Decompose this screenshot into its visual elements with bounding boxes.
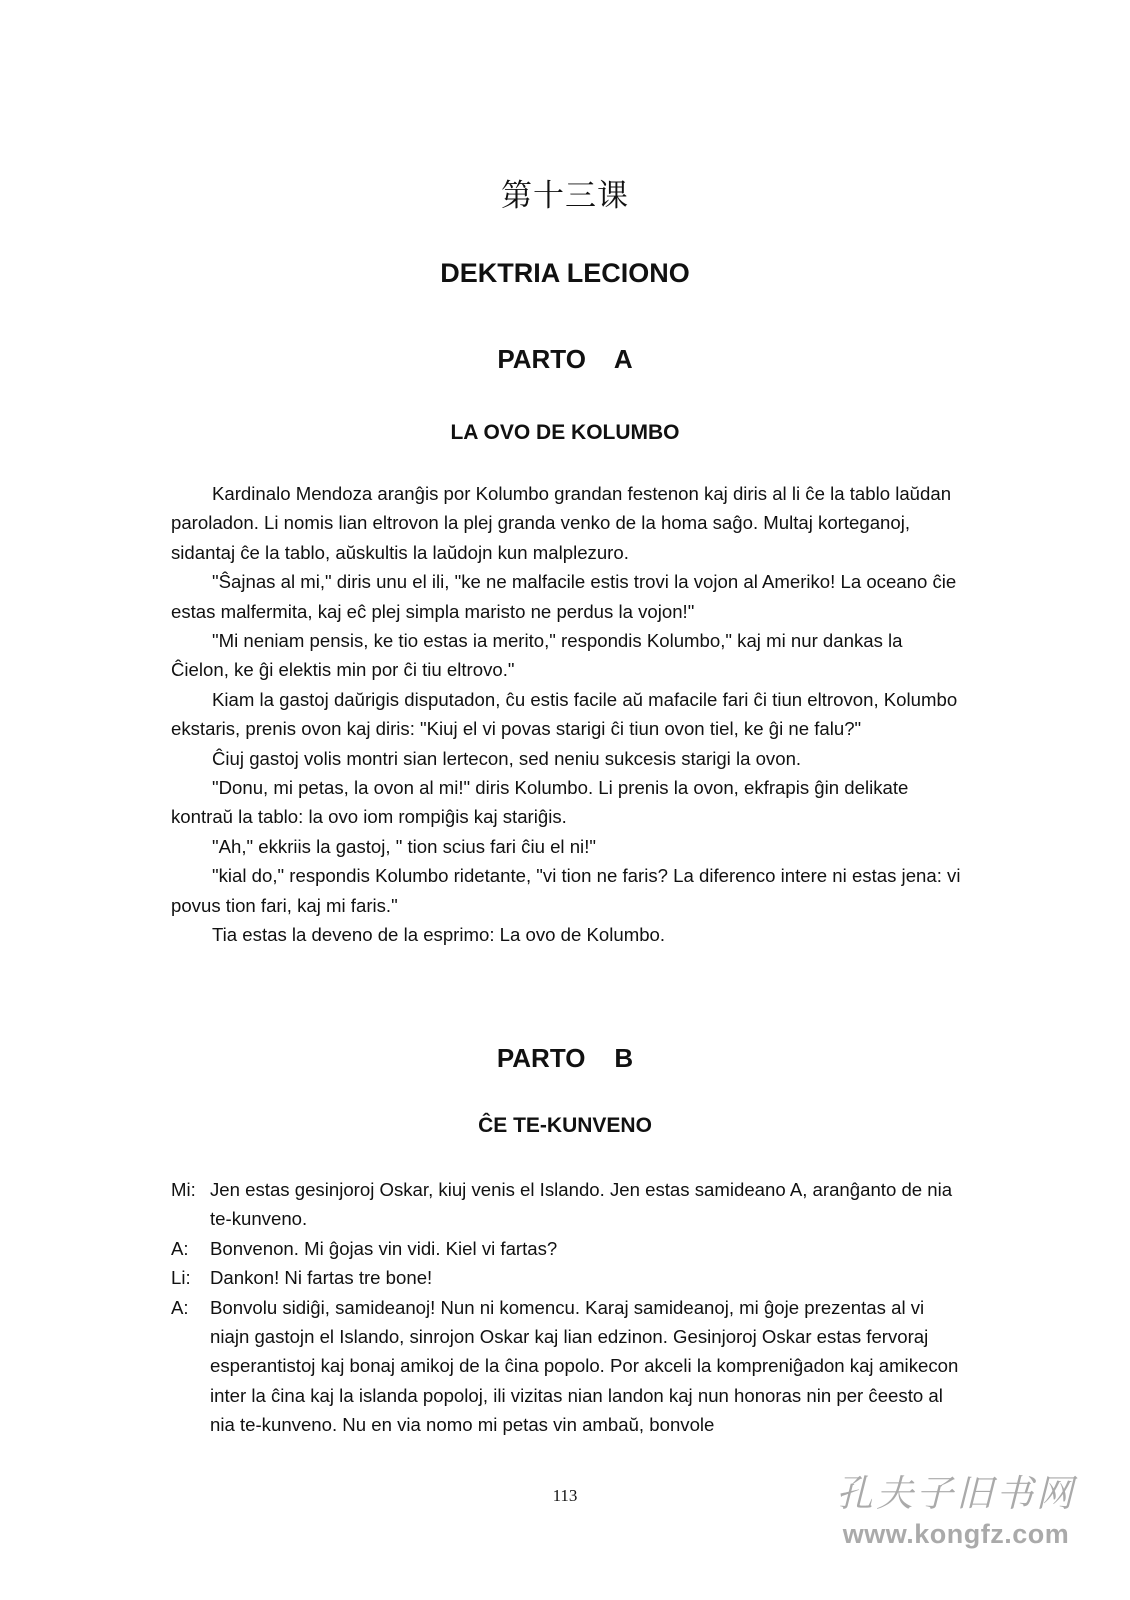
paragraph: "kial do," respondis Kolumbo ridetante, "vi tion ne faris? La diferenco intere ni estas jena: vi povus tion fari, kaj mi faris." xyxy=(171,865,961,916)
utterance: Bonvolu sidiĝi, samideanoj! Nun ni komencu. Karaj samideanoj, mi ĝoje prezentas al vi niajn gastojn el Islando, sinrojon Oskar kaj lian edzinon. Gesinjoroj Oskar estas fervoraj esperantistoj kaj bonaj amikoj de la ĉina popolo. Por akceli la kompreniĝadon kaj amikecon inter la ĉina kaj la islanda popoloj, ili vizitas nian landon kaj nun honoras nin per ĉeesto al nia te-kunveno. Nu en via nomo mi petas vin ambaŭ, bonvole xyxy=(210,1296,959,1436)
watermark-name: 孔夫子旧书网 xyxy=(836,1472,1076,1515)
lesson-title: DEKTRIA LECIONO xyxy=(440,258,690,288)
utterance: Jen estas gesinjoroj Oskar, kiuj venis el Islando. Jen estas samideano A, aranĝanto de nia te-kunveno. xyxy=(210,1179,953,1230)
page-number: 113 xyxy=(552,1486,578,1505)
story-text xyxy=(171,479,961,950)
speaker: A: xyxy=(171,1237,189,1259)
story-title: LA OVO DE KOLUMBO xyxy=(450,421,680,444)
paragraph: "Ah," ekkriis la gastoj, " tion scius fari ĉiu el ni!" xyxy=(212,835,596,857)
chinese-lesson-title: 第十三课 xyxy=(501,178,629,214)
paragraph: Kardinalo Mendoza aranĝis por Kolumbo grandan festenon kaj diris al li ĉe la tablo laŭdan paroladon. Li nomis lian eltrovon la plej granda venko de la homa saĝo. Multaj korteganoj, sidantaj ĉe la tablo, aŭskultis la laŭdojn kun malplezuro. xyxy=(171,483,952,563)
utterance: Bonvenon. Mi ĝojas vin vidi. Kiel vi fartas? xyxy=(210,1237,558,1259)
paragraph: "Ŝajnas al mi," diris unu el ili, "ke ne malfacile estis trovi la vojon al Ameriko! La oceano ĉie estas malfermita, kaj eĉ plej simpla maristo ne perdus la vojon!" xyxy=(171,571,957,622)
dialog xyxy=(171,1175,961,1440)
dialog-title: ĈE TE-KUNVENO xyxy=(478,1114,652,1137)
paragraph: Kiam la gastoj daŭrigis disputadon, ĉu estis facile aŭ mafacile fari ĉi tiun eltrovon, Kolumbo ekstaris, prenis ovon kaj diris: "Kiuj el vi povas starigi ĉi tiun ovon tiel, ke ĝi ne falu?" xyxy=(171,688,958,740)
utterance: Dankon! Ni fartas tre bone! xyxy=(210,1267,433,1289)
speaker: Li: xyxy=(171,1267,191,1289)
speaker: Mi: xyxy=(171,1179,196,1200)
watermark-url: www.kongfz.com xyxy=(842,1519,1070,1549)
paragraph: "Donu, mi petas, la ovon al mi!" diris Kolumbo. Li prenis la ovon, ekfrapis ĝin delikate kontraŭ la tablo: la ovo iom rompiĝis kaj stariĝis. xyxy=(171,777,909,828)
dialog-line xyxy=(171,1263,961,1292)
part-a-label: PARTO A xyxy=(497,344,633,374)
watermark xyxy=(826,1463,1086,1550)
dialog-line xyxy=(171,1234,961,1263)
paragraph: Tia estas la deveno de la esprimo: La ovo de Kolumbo. xyxy=(212,924,666,946)
speaker: A: xyxy=(171,1296,189,1318)
part-b-label: PARTO B xyxy=(496,1043,634,1073)
dialog-line xyxy=(171,1293,961,1440)
paragraph: "Mi neniam pensis, ke tio estas ia merito," respondis Kolumbo," kaj mi nur dankas la Ĉielon, ke ĝi elektis min por ĉi tiu eltrovo." xyxy=(171,630,903,681)
dialog-line xyxy=(171,1175,961,1234)
paragraph: Ĉiuj gastoj volis montri sian lertecon, sed neniu sukcesis starigi la ovon. xyxy=(212,747,802,769)
